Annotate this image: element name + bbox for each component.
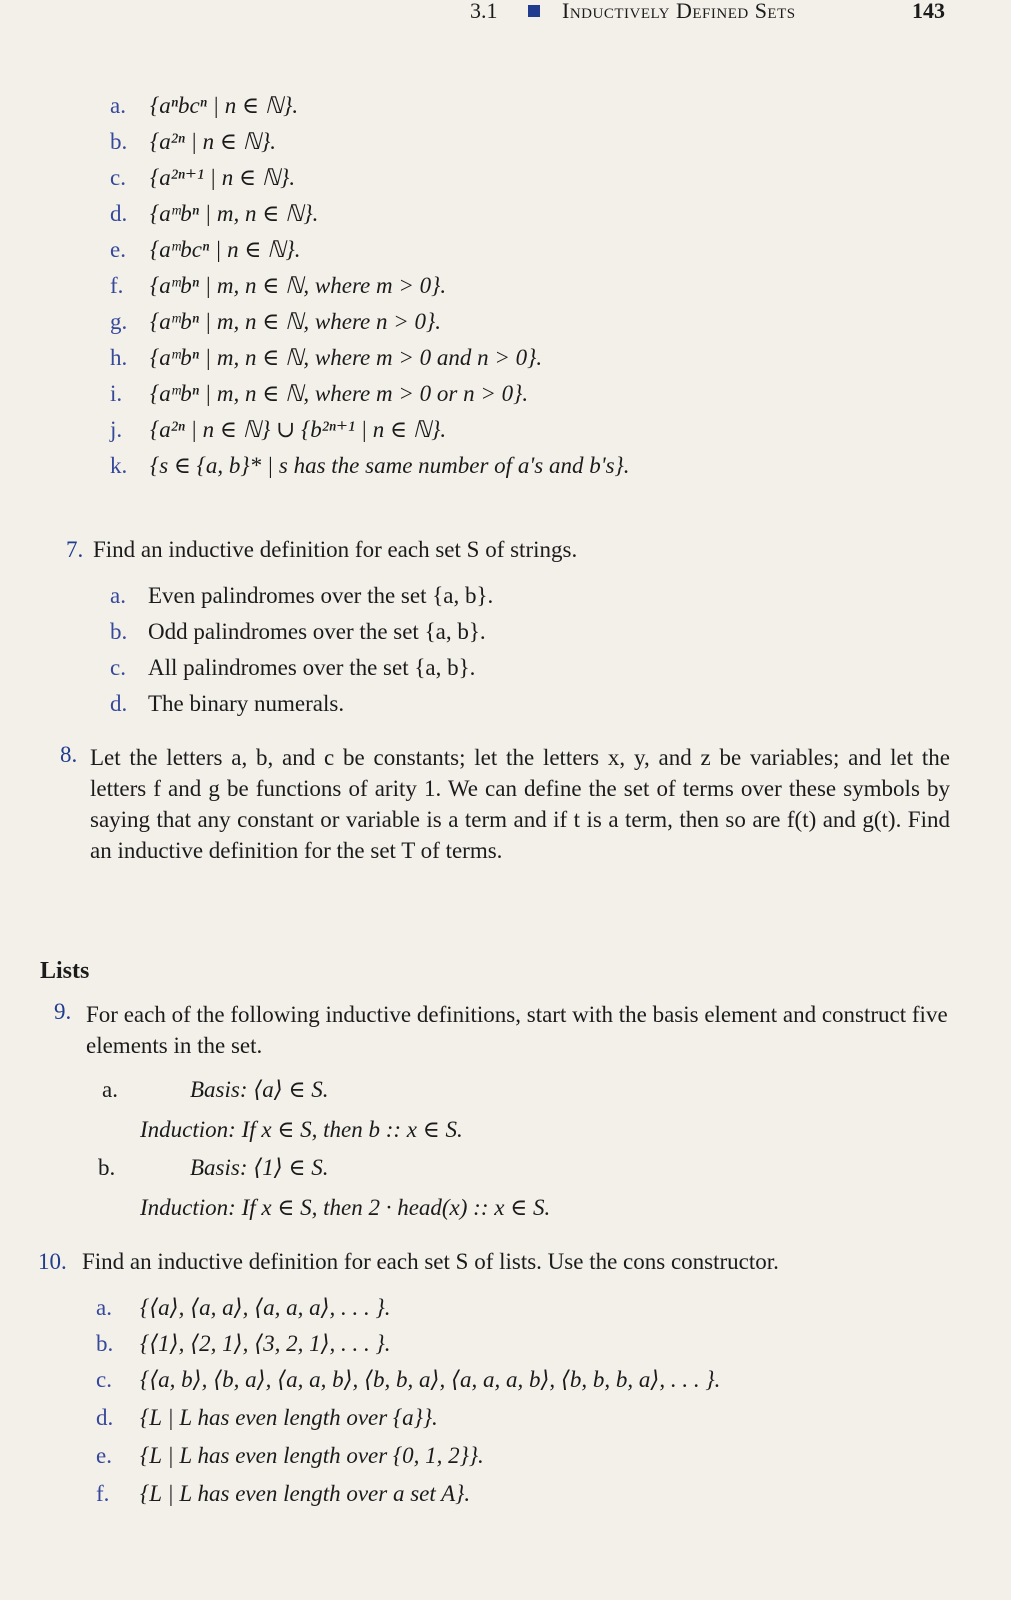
list-item: b. {a²ⁿ | n ∈ ℕ}. [110, 129, 277, 154]
list-item: h. {aᵐbⁿ | m, n ∈ ℕ, where m > 0 and n > 0}. [110, 345, 543, 370]
list-item: d. {aᵐbⁿ | m, n ∈ ℕ}. [110, 201, 319, 226]
induction-line: Induction: If x ∈ S, then b :: x ∈ S. [140, 1117, 463, 1142]
list-item: k. {s ∈ {a, b}* | s has the same number of a's and b's}. [110, 453, 630, 478]
exercise-9-text: For each of the following inductive definitions, start with the basis element and construct five elements in the set. [86, 1002, 948, 1058]
basis-line: Basis: ⟨1⟩ ∈ S. [190, 1155, 329, 1180]
header-square-bullet [528, 5, 540, 17]
list-item: i. {aᵐbⁿ | m, n ∈ ℕ, where m > 0 or n > 0}. [110, 381, 529, 406]
list-item: f. {L | L has even length over a set A}. [96, 1481, 471, 1506]
list-item: c. {a²ⁿ⁺¹ | n ∈ ℕ}. [110, 165, 296, 190]
list-item-label: b. [98, 1155, 116, 1180]
list-item: c. {⟨a, b⟩, ⟨b, a⟩, ⟨a, a, b⟩, ⟨b, b, a⟩, ⟨a, a, a, b⟩, ⟨b, b, b, a⟩, . . . }. [96, 1367, 721, 1392]
induction-line: Induction: If x ∈ S, then 2 · head(x) :: x ∈ S. [140, 1195, 551, 1220]
list-item: g. {aᵐbⁿ | m, n ∈ ℕ, where n > 0}. [110, 309, 441, 334]
list-item: a. {⟨a⟩, ⟨a, a⟩, ⟨a, a, a⟩, . . . }. [96, 1295, 391, 1320]
list-item: e. {L | L has even length over {0, 1, 2}}. [96, 1443, 484, 1468]
list-item: b. {⟨1⟩, ⟨2, 1⟩, ⟨3, 2, 1⟩, . . . }. [96, 1331, 391, 1356]
page-number: 143 [912, 0, 945, 23]
section-heading: Lists [40, 958, 90, 984]
exercise-prompt: 10. Find an inductive definition for each set S of lists. Use the cons constructor. [38, 1249, 779, 1274]
list-item: j. {a²ⁿ | n ∈ ℕ} ∪ {b²ⁿ⁺¹ | n ∈ ℕ}. [110, 417, 447, 442]
list-item: d. {L | L has even length over {a}}. [96, 1405, 438, 1430]
list-item: c. All palindromes over the set {a, b}. [110, 655, 476, 680]
basis-line: Basis: ⟨a⟩ ∈ S. [190, 1077, 329, 1102]
running-header [0, 0, 1011, 28]
list-item: d. The binary numerals. [110, 691, 345, 716]
list-item-label: a. [102, 1077, 118, 1102]
exercise-8-text: Let the letters a, b, and c be constants; let the letters x, y, and z be variables; and let the letters f and g be functions of arity 1. We can define the set of terms over these symbols by saying that any constant or variable is a term and if t is a term, then so are f(t) and g(t). Find an inductive definition for the set T of terms. [90, 745, 950, 863]
section-title: Inductively Defined Sets [562, 0, 796, 23]
list-item: a. {aⁿbcⁿ | n ∈ ℕ}. [110, 93, 299, 118]
list-item: a. Even palindromes over the set {a, b}. [110, 583, 494, 608]
section-number: 3.1 [470, 0, 498, 23]
list-item: b. Odd palindromes over the set {a, b}. [110, 619, 486, 644]
textbook-page: 3.1 Inductively Defined Sets 143 a. {aⁿbcⁿ | n ∈ ℕ}. b. {a²ⁿ | n ∈ ℕ}. c. {a²ⁿ⁺¹ | n ∈ ℕ}. d. {aᵐbⁿ | m, n ∈ ℕ}. e. {aᵐbcⁿ | n ∈ ℕ}. f. {aᵐbⁿ | m, n ∈ ℕ, where m > 0}. g. {aᵐbⁿ | m, n ∈ ℕ, where n > 0}. h. {aᵐbⁿ | m, n ∈ ℕ, where m > 0 and n > 0}. i. {aᵐbⁿ | m, n ∈ ℕ, where m > 0 or n > 0}. j. {a²ⁿ | n ∈ ℕ} ∪ {b²ⁿ⁺¹ | n ∈ ℕ}. k. {s ∈ {a, b}* | s has the same number of a's and b's}. 7. Find an inductive definition for each set S of strings. a. Even palindromes over the set {a, b}. b. Odd palindromes over the set {a, b}. c. All palindromes over the set {a, b}. d. The binary numerals. 8. Let the letters a, b, and c be constants; let the letters x, y, and z be variables; and let the letters f and g be functions of arity 1. We can define the set of terms over these symbols by saying that any constant or variable is a term and if t is a term, then so are f(t) and g(t). Find an inductive definition for the set T of terms. Lists 9. For each of the following inductive definitions, start with the basis element and construct five elements in the set. a. Basis: ⟨a⟩ ∈ S. Induction: If x ∈ S, then b :: x ∈ S. b. Basis: ⟨1⟩ ∈ S. Induction: If x ∈ S, then 2 · head(x) :: x ∈ S. 10. Find an inductive definition for each set S of lists. Use the cons constructor. a. {⟨a⟩, ⟨a, a⟩, ⟨a, a, a⟩, . . . }. b. {⟨1⟩, ⟨2, 1⟩, ⟨3, 2, 1⟩, . . . }. c. {⟨a, b⟩, ⟨b, a⟩, ⟨a, a, b⟩, ⟨b, b, a⟩, ⟨a, a, a, b⟩, ⟨b, b, b, a⟩, . . . }. d. {L | L has even length over {a}}. e. {L | L has even length over {0, 1, 2}}. f. {L | L has even length over a set A}. [0, 0, 1011, 1600]
list-item: e. {aᵐbcⁿ | n ∈ ℕ}. [110, 237, 301, 262]
exercise-prompt: 7. Find an inductive definition for each set S of strings. [66, 537, 578, 562]
list-item: f. {aᵐbⁿ | m, n ∈ ℕ, where m > 0}. [110, 273, 447, 298]
